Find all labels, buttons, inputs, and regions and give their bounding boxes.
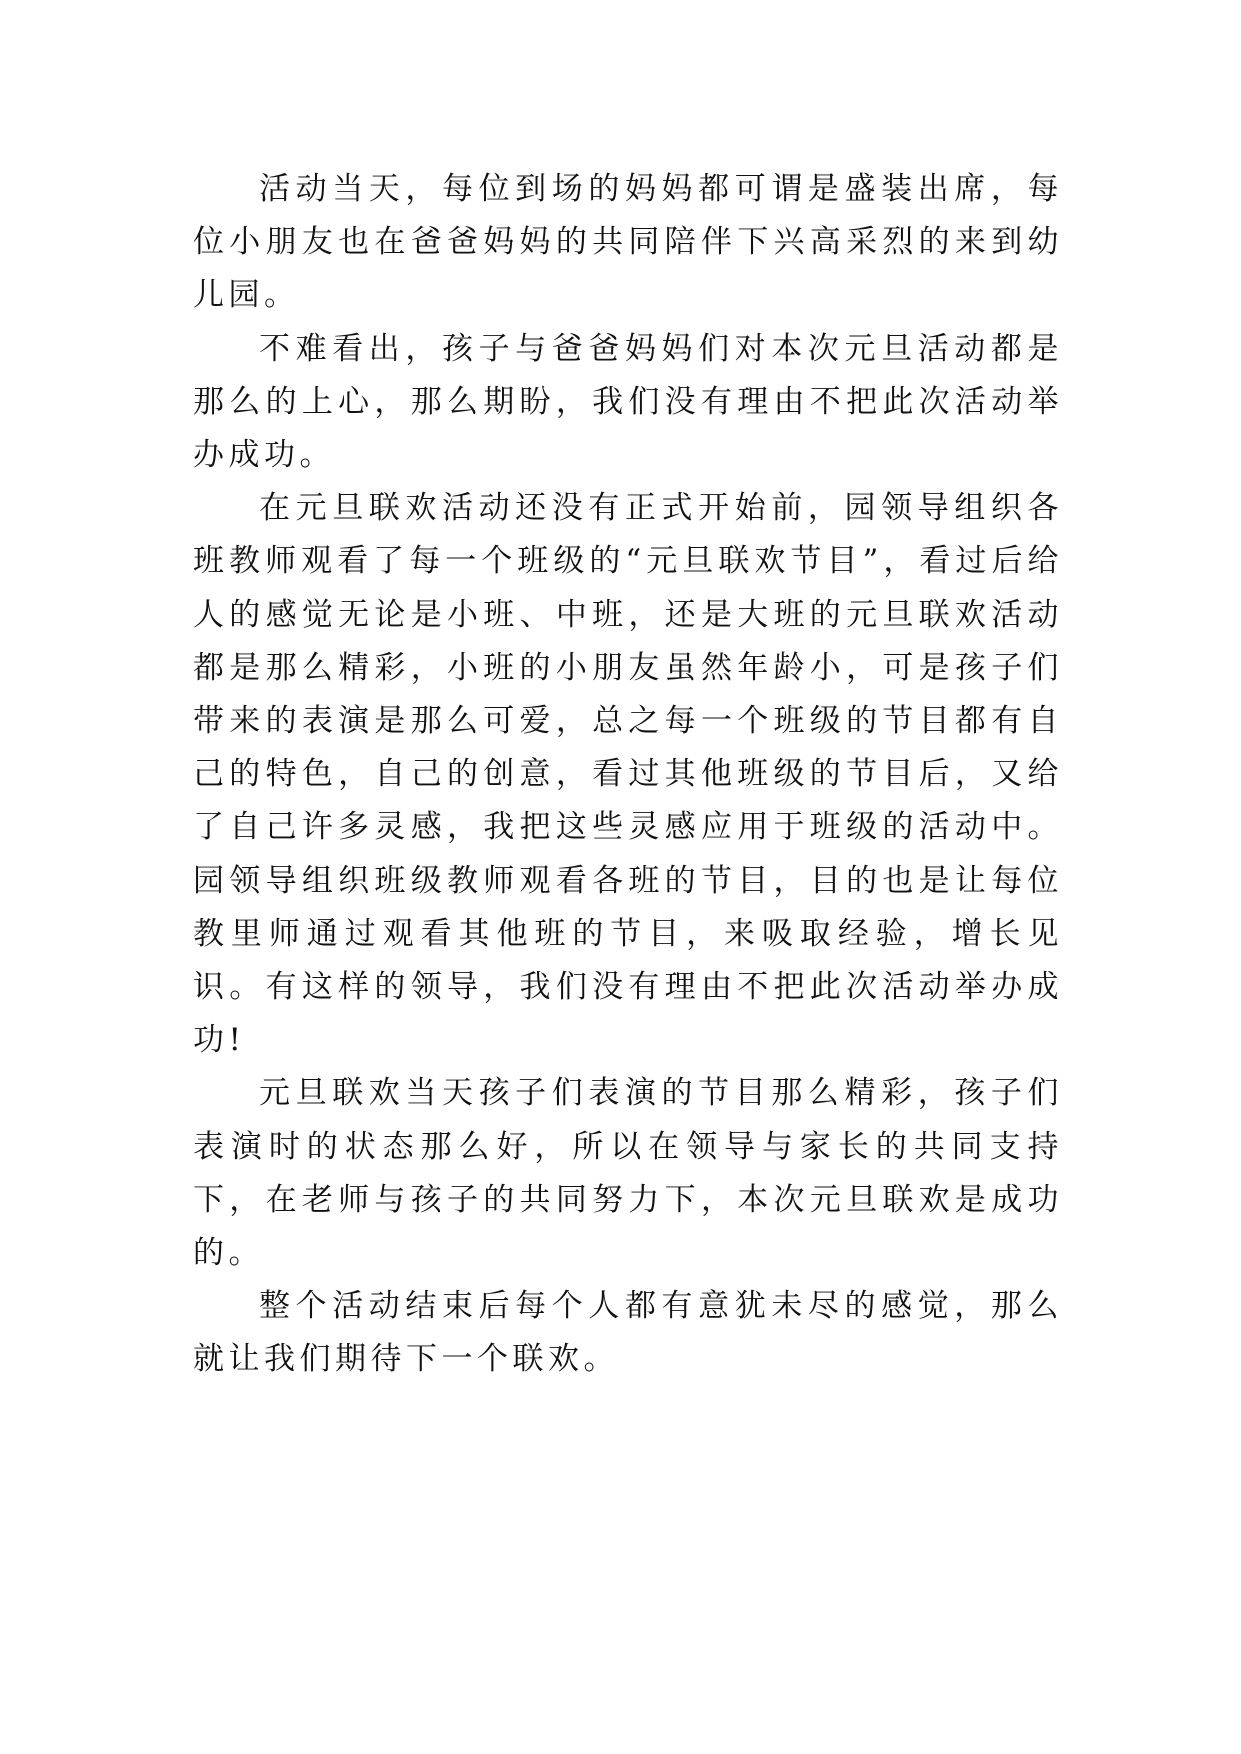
document-body xyxy=(193,163,1063,1387)
paragraph-1: 活动当天，每位到场的妈妈都可谓是盛装出席，每位小朋友也在爸爸妈妈的共同陪伴下兴高采烈的来到幼儿园。 xyxy=(193,171,1063,314)
paragraph-4: 元旦联欢当天孩子们表演的节目那么精彩，孩子们表演时的状态那么好，所以在领导与家长的共同支持下，在老师与孩子的共同努力下，本次元旦联欢是成功的。 xyxy=(193,1075,1063,1272)
paragraph-5: 整个活动结束后每个人都有意犹未尽的感觉，那么就让我们期待下一个联欢。 xyxy=(193,1288,1063,1378)
paragraph-2: 不难看出，孩子与爸爸妈妈们对本次元旦活动都是那么的上心，那么期盼，我们没有理由不把此次活动举办成功。 xyxy=(193,330,1063,474)
paragraph-3: 在元旦联欢活动还没有正式开始前，园领导组织各班教师观看了每一个班级的“元旦联欢节目”，看过后给人的感觉无论是小班、中班，还是大班的元旦联欢活动都是那么精彩，小班的小朋友虽然年龄小，可是孩子们带来的表演是那么可爱，总之每一个班级的节目都有自己的特色，自己的创意，看过其他班级的节目后，又给了自己许多灵感，我把这些灵感应用于班级的活动中。园领导组织班级教师观看各班的节目，目的也是让每位教里师通过观看其他班的节目，来吸取经验，增长见识。有这样的领导，我们没有理由不把此次活动举办成功! xyxy=(193,490,1063,1059)
